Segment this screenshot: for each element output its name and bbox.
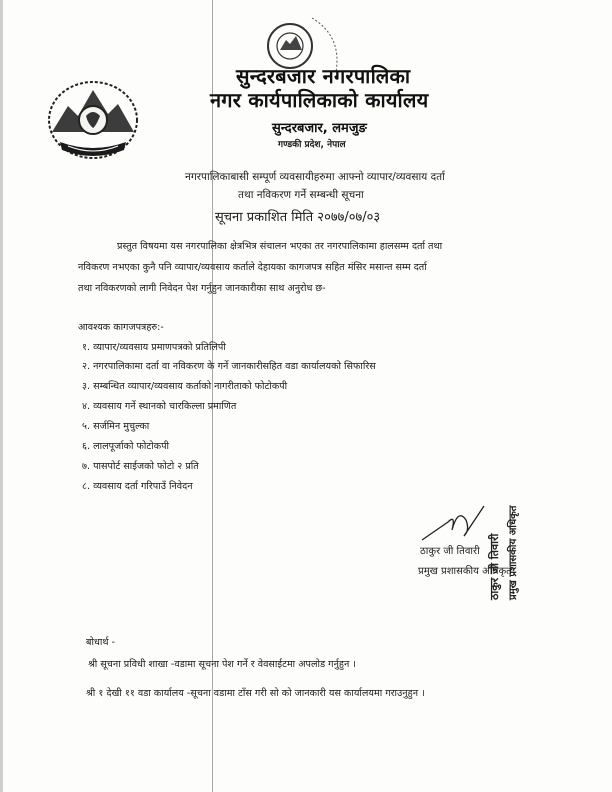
stamp-title: प्रमुख प्रशासकीय अधिकृत	[508, 505, 519, 600]
documents-heading: आवश्यक कागजपत्रहरु:-	[78, 322, 164, 333]
subject-line-1: नगरपालिकाबासी सम्पूर्ण व्यवसायीहरुमा आफ्नो व्यापार/व्यवसाय दर्ता	[185, 171, 445, 183]
document-item: ७. पासपोर्ट साईजको फोटो २ प्रति	[82, 461, 199, 472]
page-fold-line	[212, 0, 213, 792]
province-line: गण्डकी प्रदेश, नेपाल	[278, 140, 346, 150]
document-item: ३. सम्बन्धित व्यापार/व्यवसाय कर्ताको नागरीताको फोटोकपी	[82, 381, 288, 392]
signatory-title: प्रमुख प्रशासकीय अधिकृत	[418, 566, 512, 577]
page-edge-shadow	[0, 0, 3, 792]
cc-line-1: श्री सूचना प्रविधी शाखा -वडामा सूचना पेश गर्ने र वेवसाईटमा अपलोड गर्नुहुन ।	[88, 659, 356, 670]
municipality-name: सुन्दरबजार नगरपालिका	[236, 64, 411, 88]
cc-heading: बोधार्थ -	[86, 637, 115, 648]
nepal-emblem-icon	[38, 76, 148, 168]
body-line-3: तथा नविकरणको लागी निवेदन पेश गर्नुहुन जानकारीका साथ अनुरोध छ-	[78, 283, 326, 294]
office-name: नगर कार्यपालिकाको कार्यालय	[210, 88, 429, 112]
document-item: २. नगरपालिकामा दर्ता वा नविकरण के गर्ने जानकारीसहित वडा कार्यालयको सिफारिस	[82, 361, 376, 372]
document-item: ८. व्यवसाय दर्ता गरिपाउँ निवेदन	[82, 481, 193, 492]
cc-line-2: श्री १ देखी ११ वडा कार्यालय -सूचना वडामा टाँस गरी सो को जानकारी यस कार्यालयमा गराउनुहुन ।	[86, 688, 425, 699]
publication-date: सूचना प्रकाशित मिति २०७७/०७/०३	[215, 210, 381, 225]
body-line-1: प्रस्तुत विषयमा यस नगरपालिका क्षेत्रभित्र संचालन भएका तर नगरपालिकामा हालसम्म दर्ता तथा	[117, 241, 443, 252]
document-item: ४. व्यवसाय गर्ने स्थानको चारकिल्ला प्रमाणित	[82, 401, 237, 412]
signatory-name: ठाकुर जी तिवारी	[420, 546, 480, 557]
document-item: ५. सर्जमिन मुचुल्का	[82, 421, 150, 432]
document-item: १. व्यापार/व्यवसाय प्रमाणपत्रको प्रतिलिपी	[82, 342, 226, 353]
officer-stamp	[477, 452, 527, 602]
subject-line-2: तथा नविकरण गर्ने सम्बन्धी सूचना	[238, 189, 364, 201]
body-line-2: नविकरण नभएका कुनै पनि व्यापार/व्यवसाय कर्ताले देहायका कागजपत्र सहित मंसिर मसान्त सम्म दर्ता	[78, 262, 427, 273]
stamp-name: ठाकुर जी तिवारी	[488, 533, 501, 600]
document-item: ६. लालपूर्जाको फोटोकपी	[82, 441, 170, 452]
office-address: सुन्दरबजार, लमजुङ	[272, 121, 367, 136]
